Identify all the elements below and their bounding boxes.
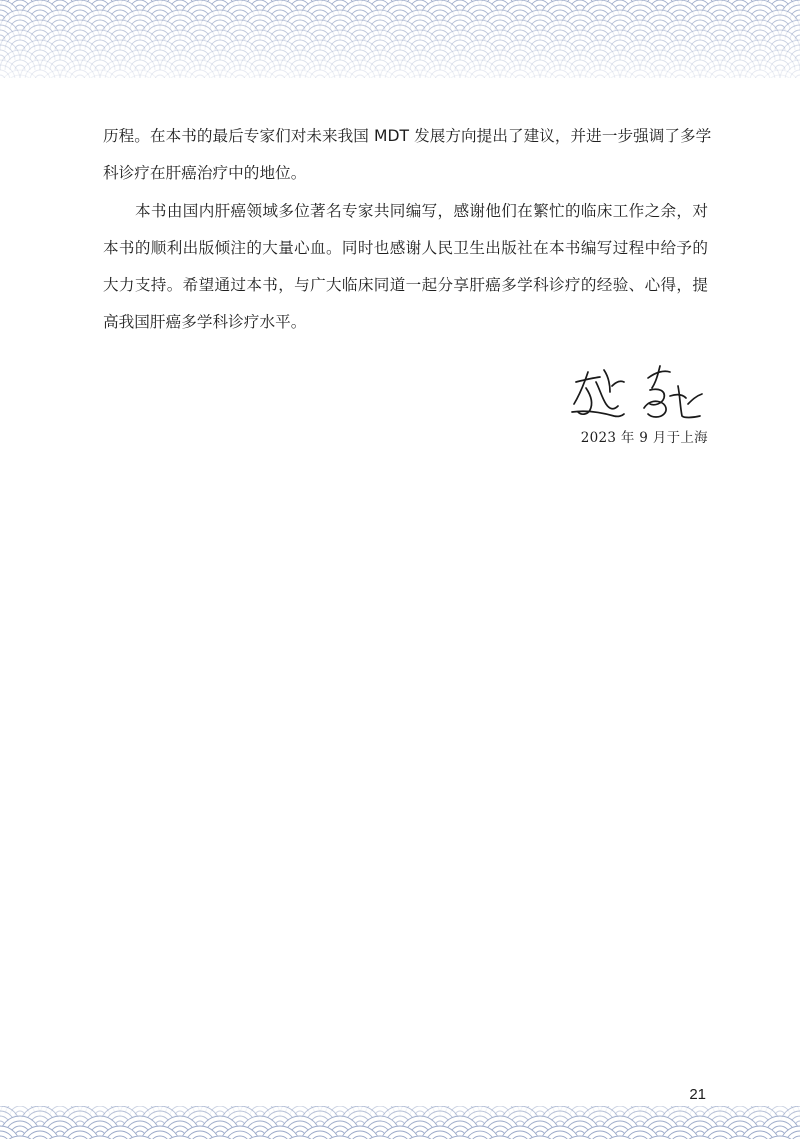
text-line: 高我国肝癌多学科诊疗水平。 xyxy=(103,313,307,332)
text-line: 本书由国内肝癌领域多位著名专家共同编写，感谢他们在繁忙的临床工作之余，对 xyxy=(135,201,708,220)
top-wave-border xyxy=(0,0,800,78)
handwritten-signature xyxy=(566,360,716,426)
wave-pattern-bottom xyxy=(0,1106,800,1139)
body-text xyxy=(103,118,712,342)
text-line: 科诊疗在肝癌治疗中的地位。 xyxy=(103,164,307,183)
wave-pattern-top xyxy=(0,0,800,78)
bottom-wave-border xyxy=(0,1106,800,1139)
page-number: 21 xyxy=(689,1086,706,1103)
text-line: 本书的顺利出版倾注的大量心血。同时也感谢人民卫生出版社在本书编写过程中给予的 xyxy=(103,238,708,257)
text-line: 历程。在本书的最后专家们对未来我国 MDT 发展方向提出了建议，并进一步强调了多学 xyxy=(103,127,712,145)
text-line: 大力支持。希望通过本书，与广大临床同道一起分享肝癌多学科诊疗的经验、心得，提 xyxy=(103,276,708,295)
signature-date: 2023 年 9 月于上海 xyxy=(580,430,708,446)
